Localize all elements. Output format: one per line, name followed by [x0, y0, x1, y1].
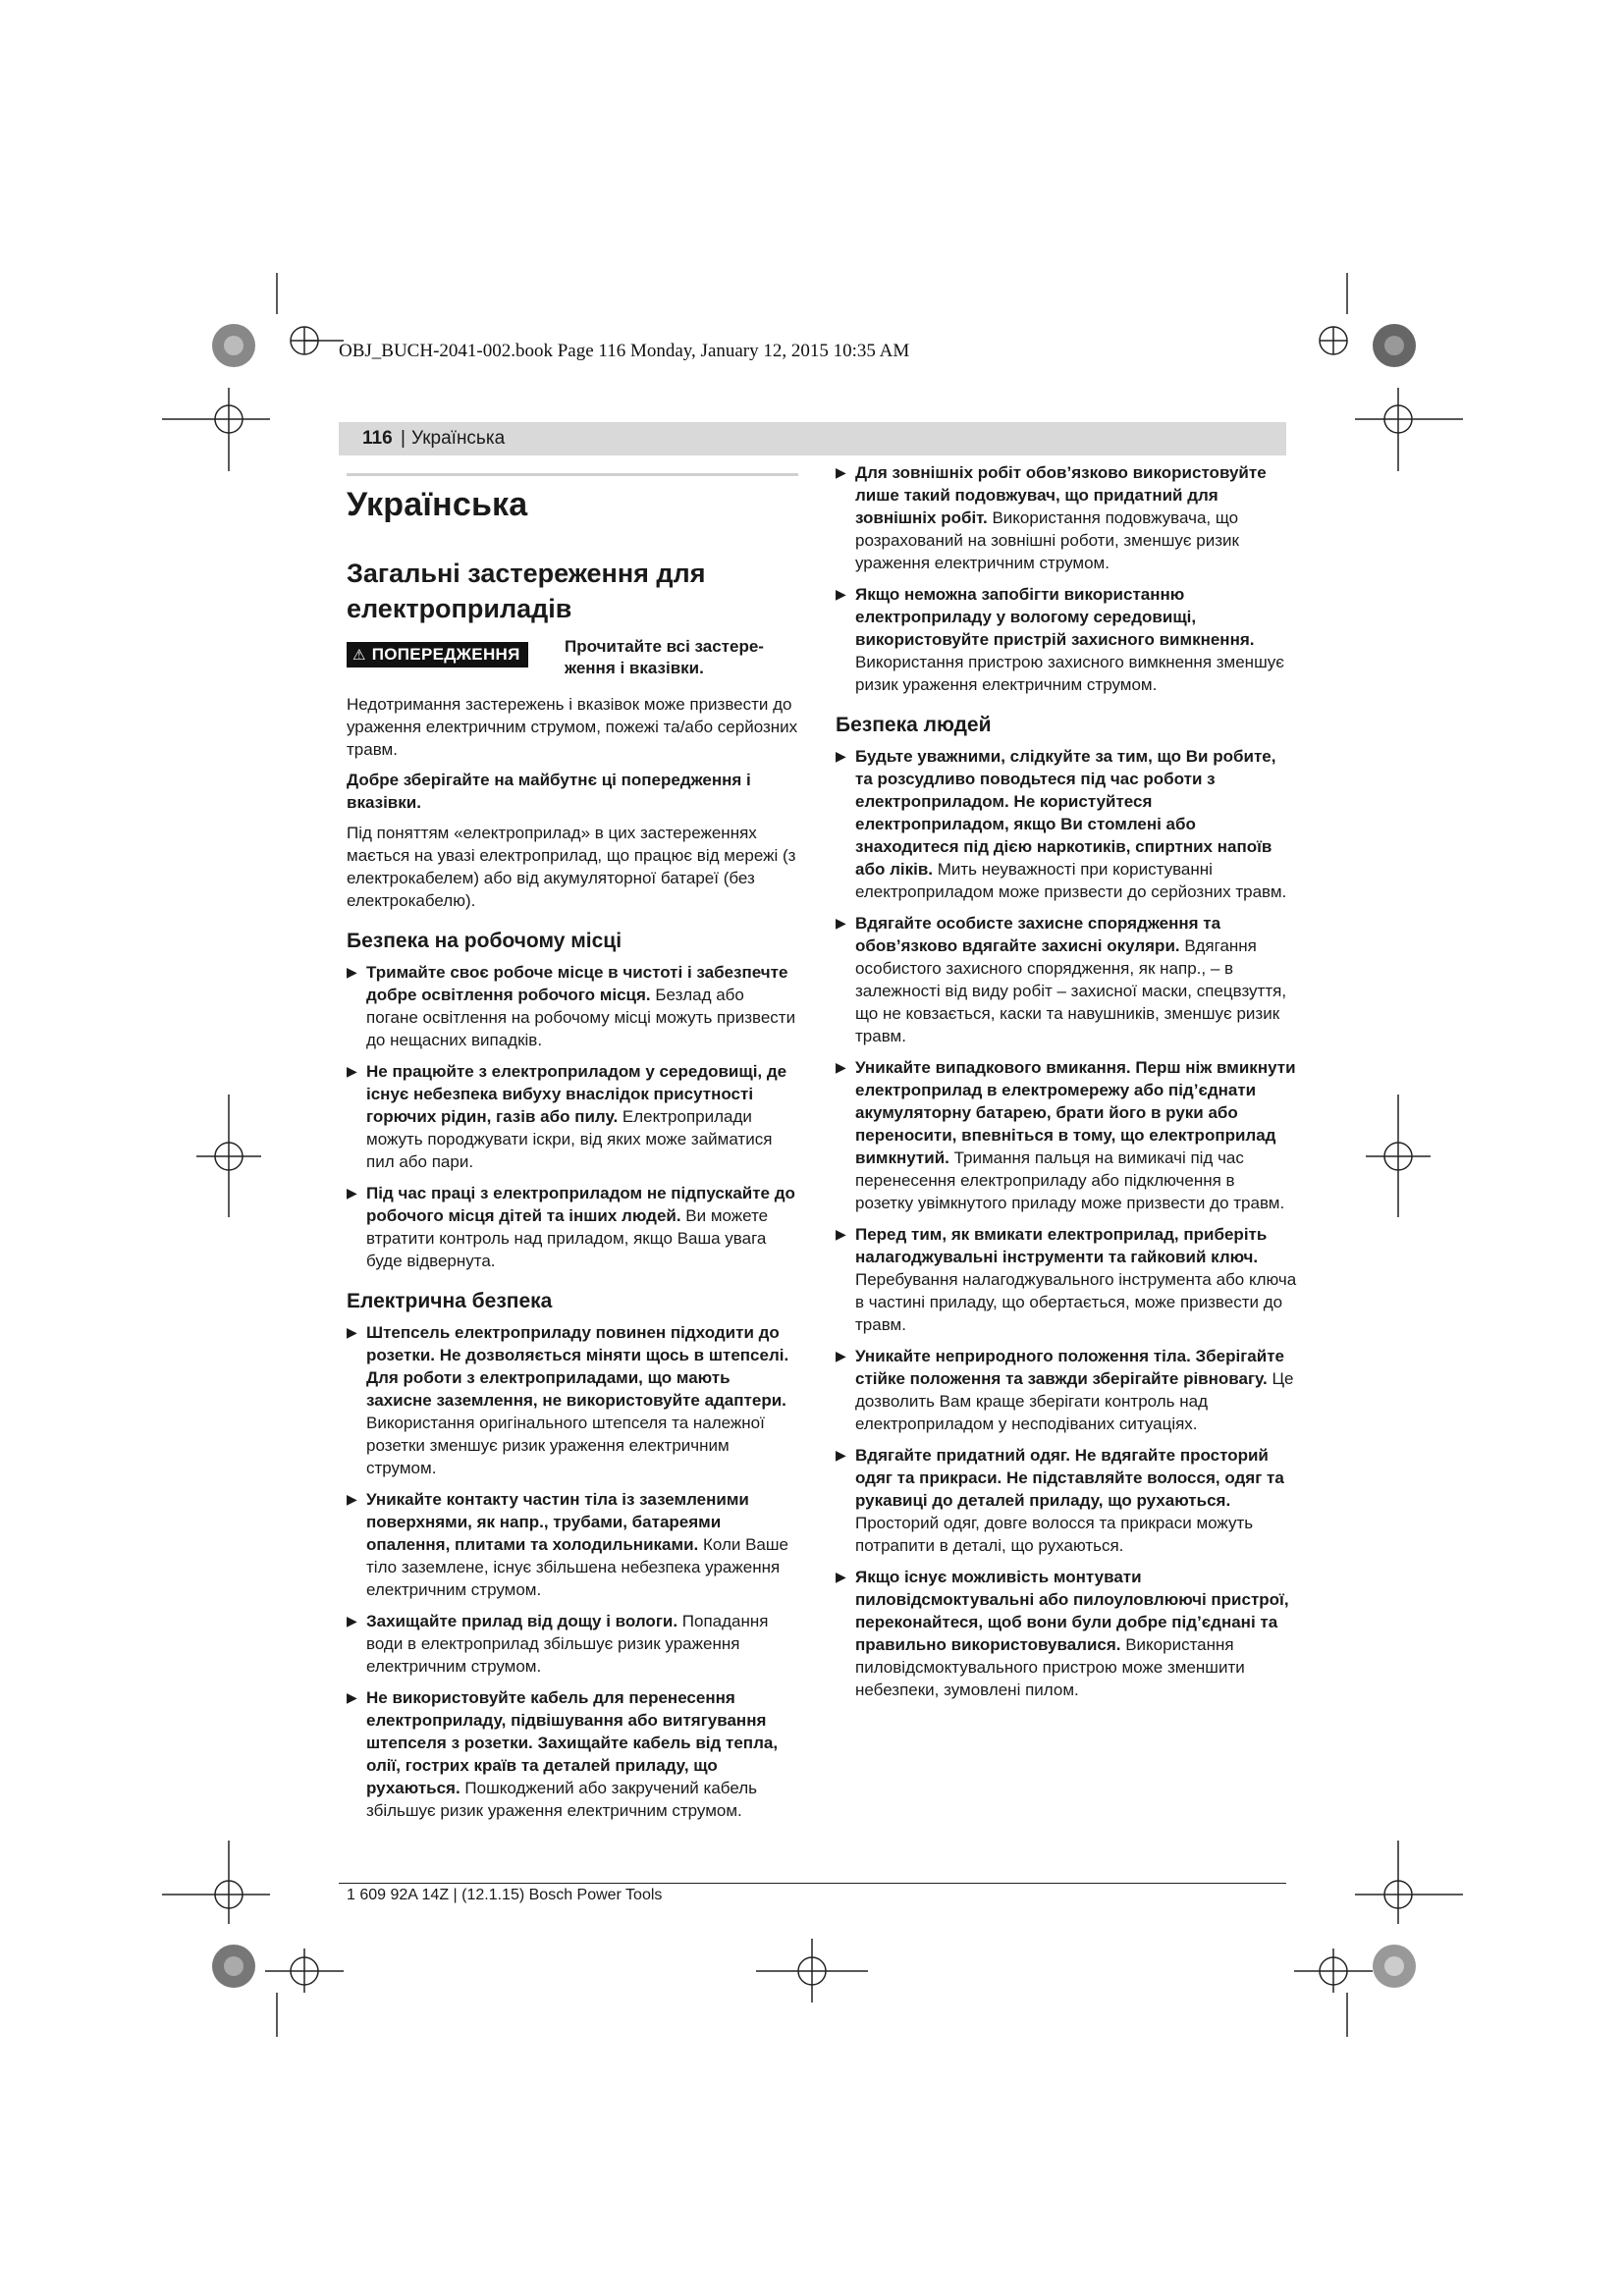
list-item-bold: Будьте уважними, слідкуйте за тим, що Ви робите, та розсудливо поводьтеся під час роботи з електроприладом. Не користуйтеся електроприладом, якщо Ви стомлені або знаходитеся під дією наркотиків, спиртних напоїв або ліків. — [855, 747, 1276, 879]
bullet-arrow-icon: ▶ — [347, 1613, 357, 1629]
electrical-list-continued — [836, 461, 1297, 696]
bullet-arrow-icon: ▶ — [347, 1689, 357, 1705]
bullet-arrow-icon: ▶ — [836, 915, 846, 931]
bullet-arrow-icon: ▶ — [347, 1324, 357, 1340]
list-item — [347, 1686, 798, 1822]
warning-block — [347, 636, 798, 685]
bullet-arrow-icon: ▶ — [836, 586, 846, 602]
list-item-text: Тримання пальця на вимикачі під час перенесення електроприладу або підключення в розетку увімкнутого приладу може призвести до травм. — [855, 1148, 1285, 1212]
bullet-arrow-icon: ▶ — [347, 1491, 357, 1507]
list-item — [347, 1321, 798, 1479]
personal-safety-list — [836, 745, 1297, 1701]
list-item-text: Перебування налагоджувального інструмента або ключа в частині приладу, що обертається, може призвести до травм. — [855, 1270, 1297, 1334]
electrical-list — [347, 1321, 798, 1822]
list-item-bold: Вдягайте особисте захисне спорядження та обов’язково вдягайте захисні окуляри. — [855, 914, 1221, 955]
list-item — [836, 745, 1297, 903]
bullet-arrow-icon: ▶ — [836, 1226, 846, 1242]
list-item — [836, 1345, 1297, 1435]
list-item-text: Пошкоджений або закручений кабель збільшує ризик ураження електричним струмом. — [366, 1779, 758, 1820]
list-item-text: Використання подовжувача, що розрахований на зовнішні роботи, зменшує ризик ураження електричним струмом. — [855, 508, 1239, 572]
list-item — [347, 1060, 798, 1173]
list-item-text: Це дозволить Вам краще зберігати контроль над електроприладом у несподіваних ситуаціях. — [855, 1369, 1294, 1433]
list-item-bold: Уникайте випадкового вмикання. Перш ніж вмикнути електроприлад в електромережу або під’єднати акумуляторну батарею, брати його в руки або переносити, впевніться в тому, що електроприлад вимкнутий. — [855, 1058, 1296, 1167]
page-header — [339, 422, 1286, 455]
intro-paragraph-1: Недотримання застережень і вказівок може призвести до ураження електричним струмом, пожежі та/або серйозних травм. — [347, 695, 798, 759]
warning-badge-label: ПОПЕРЕДЖЕННЯ — [371, 645, 520, 664]
list-item-text: Коли Ваше тіло заземлене, існує збільшена небезпека ураження електричним струмом. — [366, 1535, 788, 1599]
bullet-arrow-icon: ▶ — [836, 1348, 846, 1363]
bullet-arrow-icon: ▶ — [836, 1447, 846, 1463]
warning-triangle-icon: ⚠ — [352, 647, 366, 664]
list-item — [836, 1056, 1297, 1214]
bullet-arrow-icon: ▶ — [347, 1063, 357, 1079]
workplace-list — [347, 961, 798, 1272]
list-item-text: Електроприлади можуть породжувати іскри, від яких може займатися пил або пари. — [366, 1107, 773, 1171]
section-heading-personal: Безпека людей — [836, 714, 992, 736]
section-heading-workplace: Безпека на робочому місці — [347, 930, 623, 952]
list-item — [836, 1444, 1297, 1557]
header-language: Українська — [411, 428, 506, 449]
list-item-bold: Якщо існує можливість монтувати пиловідсмоктувальні або пилоуловлюючі пристрої, переконайтеся, щоб вони були добре під’єднані та правильно використовувалися. — [855, 1568, 1289, 1654]
list-item — [836, 1223, 1297, 1336]
list-item-bold: Тримайте своє робоче місце в чистоті і забезпечте добре освітлення робочого місця. — [366, 963, 788, 1004]
list-item-bold: Не працюйте з електроприладом у середовищі, де існує небезпека вибуху внаслідок присутності горючих рідин, газів або пилу. — [366, 1062, 787, 1126]
list-item-bold: Штепсель електроприладу повинен підходити до розетки. Не дозволяється міняти щось в штепселі. Для роботи з електроприладами, що мають захисне заземлення, не використовуйте адаптери. — [366, 1323, 789, 1410]
list-item-text: Ви можете втратити контроль над приладом, якщо Ваша увага буде відвернута. — [366, 1206, 769, 1270]
book-info-line: OBJ_BUCH-2041-002.book Page 116 Monday, January 12, 2015 10:35 AM — [339, 341, 910, 361]
list-item-bold: Не використовуйте кабель для перенесення електроприладу, підвішування або витягування штепселя з розетки. Захищайте кабель від тепла, олії, гострих країв та деталей приладу, що рухаються. — [366, 1688, 779, 1797]
left-column — [347, 461, 798, 1831]
list-item-text: Використання пристрою захисного вимкнення зменшує ризик ураження електричним струмом. — [855, 653, 1284, 694]
list-item-bold: Перед тим, як вмикати електроприлад, приберіть налагоджувальні інструменти та гайковий ключ. — [855, 1225, 1268, 1266]
footer-text: 1 609 92A 14Z | (12.1.15) Bosch Power Tools — [347, 1887, 663, 1903]
list-item — [347, 1610, 798, 1678]
footer-rule — [339, 1883, 1286, 1884]
list-item-bold: Уникайте контакту частин тіла із заземленими поверхнями, як напр., трубами, батареями опалення, плитами та холодильниками. — [366, 1490, 749, 1554]
section-heading-electrical: Електрична безпека — [347, 1290, 553, 1312]
bullet-arrow-icon: ▶ — [347, 1185, 357, 1201]
list-item-bold: Під час праці з електроприладом не підпускайте до робочого місця дітей та інших людей. — [366, 1184, 795, 1225]
list-item-bold: Вдягайте придатний одяг. Не вдягайте просторий одяг та прикраси. Не підставляйте волосся, одяг та рукавиці до деталей приладу, що рухаються. — [855, 1446, 1284, 1510]
page-number: 116 — [362, 428, 393, 449]
list-item-text: Просторий одяг, довге волосся та прикраси можуть потрапити в деталі, що рухаються. — [855, 1514, 1254, 1555]
bullet-arrow-icon: ▶ — [836, 1059, 846, 1075]
list-item-bold: Захищайте прилад від дощу і вологи. — [366, 1612, 678, 1630]
list-item — [836, 1566, 1297, 1701]
header-separator: | — [401, 428, 406, 449]
intro-paragraph-2: Добре зберігайте на майбутнє ці попередження і вказівки. — [347, 771, 751, 812]
list-item — [347, 1488, 798, 1601]
list-item-text: Використання оригінального штепселя та належної розетки зменшує ризик ураження електричним струмом. — [366, 1414, 765, 1477]
list-item — [836, 583, 1297, 696]
section-heading-general: Загальні застереження для електроприладів — [347, 559, 706, 623]
list-item — [836, 461, 1297, 574]
list-item-bold: Уникайте неприродного положення тіла. Зберігайте стійке положення та завжди зберігайте рівновагу. — [855, 1347, 1284, 1388]
bullet-arrow-icon: ▶ — [836, 464, 846, 480]
bullet-arrow-icon: ▶ — [347, 964, 357, 980]
list-item — [347, 961, 798, 1051]
list-item — [836, 912, 1297, 1047]
bullet-arrow-icon: ▶ — [836, 1569, 846, 1584]
list-item-text: Мить неуважності при користуванні електроприладом може призвести до серйозних травм. — [855, 860, 1287, 901]
list-item-bold: Якщо неможна запобігти використанню електроприладу у вологому середовищі, використовуйте пристрій захисного вимкнення. — [855, 585, 1255, 649]
warning-badge — [347, 642, 528, 667]
list-item-text: Вдягання особистого захисного спорядження, як напр., – в залежності від виду робіт – захисної маски, спецвзуття, що не ковзається, каски та навушників, зменшує ризик травм. — [855, 936, 1287, 1045]
intro-paragraph-3: Під поняттям «електроприлад» в цих застереженнях мається на увазі електроприлад, що працює від мережі (з електрокабелем) або від акумуляторної батареї (без електрокабелю). — [347, 824, 796, 910]
list-item-bold: Для зовнішніх робіт обов’язково використовуйте лише такий подовжувач, що придатний для зовнішніх робіт. — [855, 463, 1267, 527]
title-rule — [347, 473, 798, 476]
list-item-text: Безлад або погане освітлення на робочому місці можуть призвести до нещасних випадків. — [366, 986, 796, 1049]
list-item-text: Використання пиловідсмоктувального пристрою може зменшити небезпеки, зумовлені пилом. — [855, 1635, 1245, 1699]
page-title: Українська — [347, 486, 528, 523]
list-item-text: Попадання води в електроприлад збільшує ризик ураження електричним струмом. — [366, 1612, 769, 1676]
bullet-arrow-icon: ▶ — [836, 748, 846, 764]
warning-text: Прочитайте всі застере-ження і вказівки. — [565, 637, 764, 677]
right-column — [836, 461, 1297, 1710]
list-item — [347, 1182, 798, 1272]
